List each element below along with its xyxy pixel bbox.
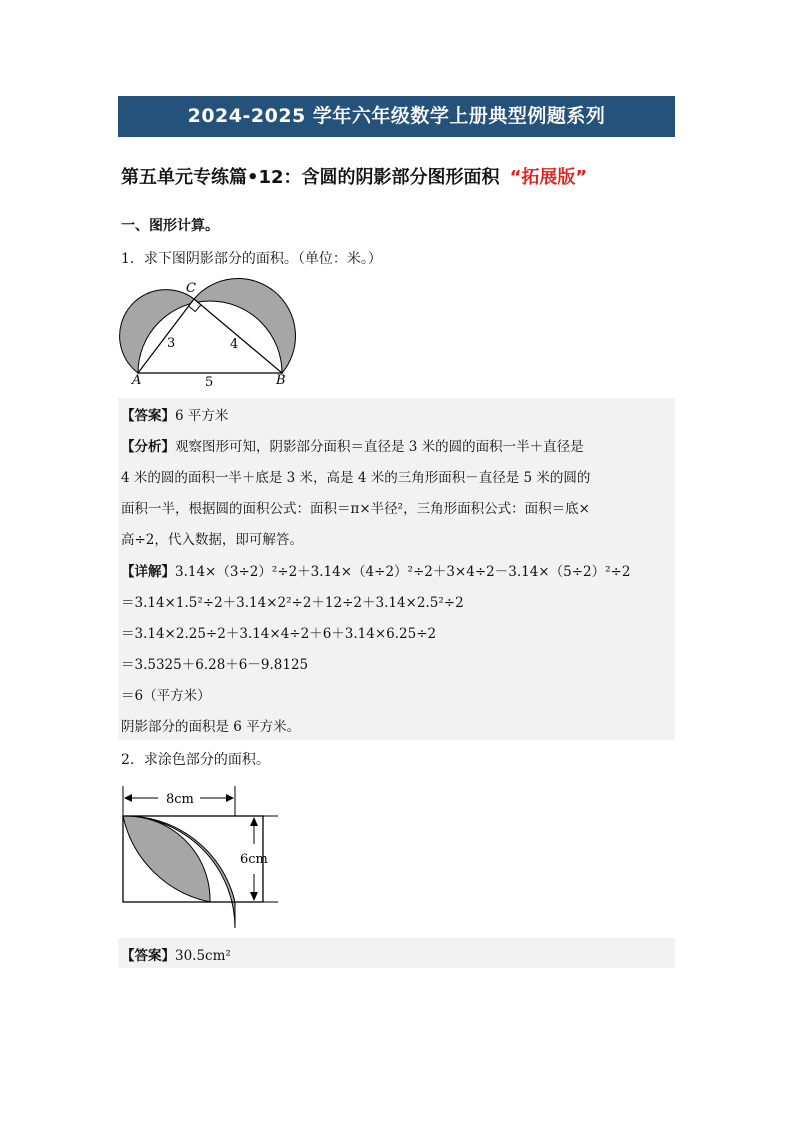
width-arrowhead-right (226, 794, 234, 802)
answer-tag: 【答案】 (121, 408, 175, 424)
answer-tag-2: 【答案】 (121, 948, 175, 964)
answer-2-line (121, 944, 231, 964)
detail-text: 3.14×（3÷2）²÷2＋3.14×（4÷2）²÷2＋3×4÷2－3.14×（5÷2）²÷2 (175, 564, 631, 580)
question-2: 2．求涂色部分的面积。 (121, 752, 270, 768)
analysis-line-3: 面积一半，根据圆的面积公式：面积＝π×半径²，三角形面积公式：面积＝底× (121, 501, 590, 517)
height-arrowhead-top (250, 817, 258, 826)
label-c: C (186, 281, 196, 296)
detail-line-3: ＝3.14×2.25÷2＋3.14×4÷2＋6＋3.14×6.25÷2 (121, 626, 437, 642)
detail-line-6: 阴影部分的面积是 6 平方米。 (121, 719, 301, 735)
analysis-line-1 (121, 435, 584, 455)
answer-1-line (121, 404, 228, 424)
label-a: A (132, 373, 142, 388)
detail-line-5: ＝6（平方米） (121, 688, 211, 704)
detail-line-1 (121, 560, 630, 580)
answer-value: 6 平方米 (175, 408, 229, 424)
height-label: 6cm (240, 852, 268, 867)
analysis-text: 观察图形可知，阴影部分面积＝直径是 3 米的圆的面积一半＋直径是 (175, 439, 584, 455)
figure-1 (116, 276, 306, 391)
detail-tag: 【详解】 (121, 564, 175, 580)
answer-value-2: 30.5cm² (175, 948, 231, 964)
answer-block-1 (118, 398, 675, 740)
subtitle-text: 第五单元专练篇•12：含圆的阴影部分图形面积 (121, 167, 500, 188)
answer-block-2 (118, 938, 675, 968)
height-arrowhead-bottom (250, 892, 258, 901)
detail-line-2: ＝3.14×1.5²÷2＋3.14×2²÷2＋12÷2＋3.14×2.5²÷2 (121, 595, 464, 611)
label-b: B (276, 373, 286, 388)
analysis-tag: 【分析】 (121, 439, 175, 455)
width-arrowhead-left (124, 794, 132, 802)
width-label: 8cm (166, 792, 194, 807)
document-banner: 2024-2025 学年六年级数学上册典型例题系列 (118, 96, 675, 137)
section-heading: 一、图形计算。 (121, 218, 219, 234)
extended-version-tag: “拓展版” (509, 167, 588, 188)
figure-2 (114, 782, 284, 930)
analysis-line-2: 4 米的圆的面积一半＋底是 3 米，高是 4 米的三角形面积－直径是 5 米的圆的 (121, 470, 591, 486)
label-ac: 3 (167, 336, 176, 351)
detail-line-4: ＝3.5325＋6.28＋6－9.8125 (121, 657, 309, 673)
label-ab: 5 (205, 375, 214, 390)
shaded-lens (123, 816, 210, 902)
analysis-line-4: 高÷2，代入数据，即可解答。 (121, 532, 303, 548)
question-1: 1．求下图阴影部分的面积。（单位：米。） (121, 251, 382, 267)
label-bc: 4 (230, 337, 239, 352)
unit-subtitle (121, 163, 587, 189)
